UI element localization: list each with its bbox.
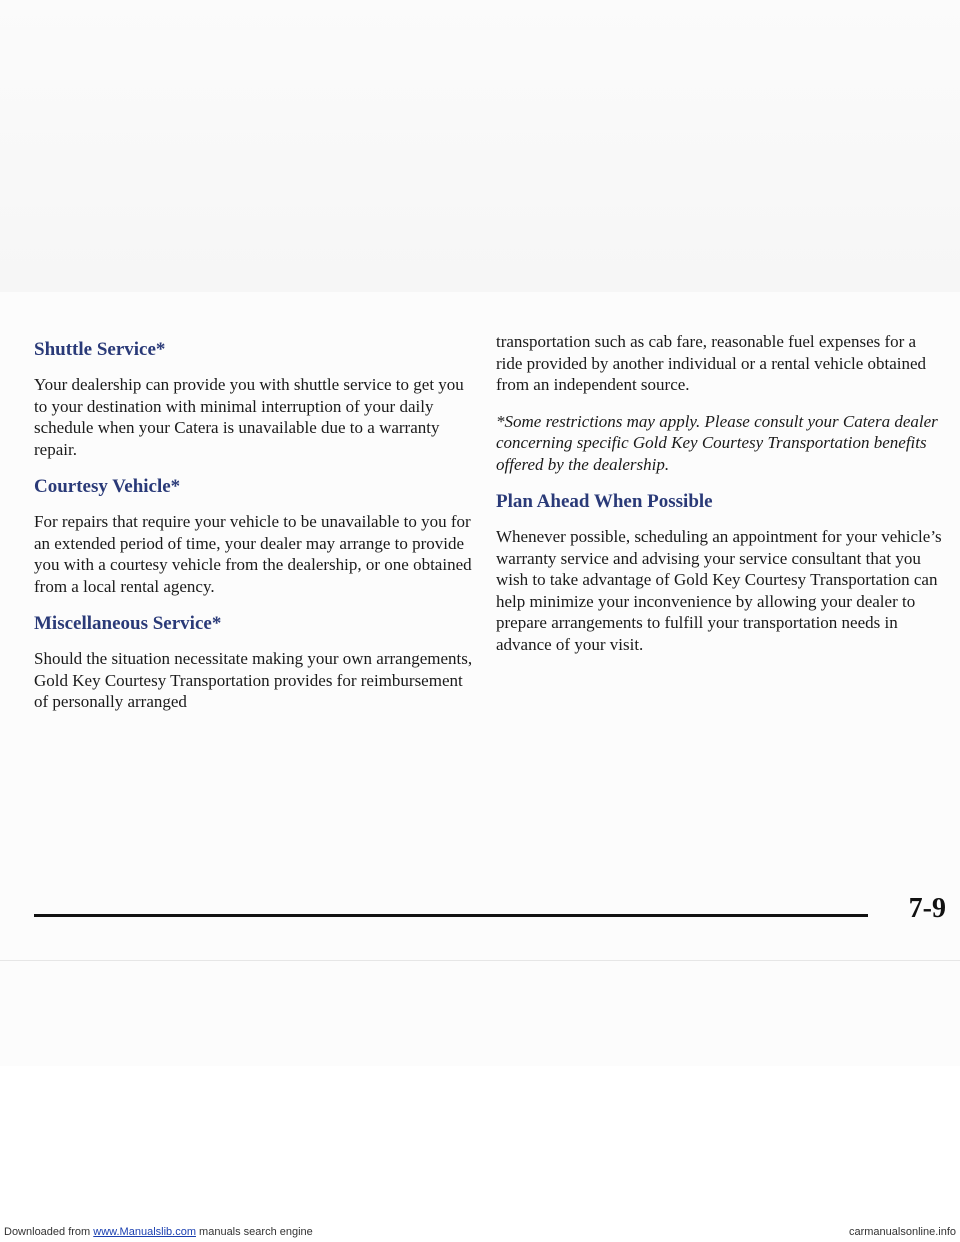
downloaded-from-label: Downloaded from (4, 1226, 91, 1238)
scan-edge-line (0, 960, 960, 961)
download-footer (4, 1226, 313, 1238)
plan-ahead-heading: Plan Ahead When Possible (496, 491, 713, 512)
manualslib-link[interactable]: www.Manualslib.com (93, 1226, 196, 1238)
restrictions-note: *Some restrictions may apply. Please consult your Catera dealer concerning specific Gold Key Courtesy Transportation benefits offered by the dealership. (496, 411, 938, 474)
manuals-search-engine-label: manuals search engine (199, 1226, 313, 1238)
watermark-text: carmanualsonline.info (848, 1226, 956, 1238)
page-footer-rule (34, 914, 868, 917)
scan-margin-bottom (0, 1066, 960, 1242)
courtesy-vehicle-heading: Courtesy Vehicle* (34, 476, 181, 497)
plan-ahead-text: Whenever possible, scheduling an appointment for your vehicle’s warranty service and advising your service consultant that you wish to take advantage of Gold Key Courtesy Transportation can help minimize your inconvenience by allowing your dealer to prepare arrangements to fulfill your transportation needs in advance of your visit. (496, 527, 942, 654)
miscellaneous-service-heading: Miscellaneous Service* (34, 613, 222, 634)
right-column (496, 331, 944, 670)
shuttle-service-text: Your dealership can provide you with shuttle service to get you to your destination with minimal interruption of your daily schedule when your Catera is unavailable due to a warranty repair. (34, 375, 464, 459)
left-column (34, 338, 474, 728)
scan-margin-top (0, 0, 960, 292)
continued-text: transportation such as cab fare, reasonable fuel expenses for a ride provided by another individual or a rental vehicle obtained from an independent source. (496, 332, 927, 394)
page-number: 7-9 (908, 893, 946, 924)
shuttle-service-heading: Shuttle Service* (34, 339, 166, 360)
miscellaneous-service-text: Should the situation necessitate making your own arrangements, Gold Key Courtesy Transportation provides for reimbursement of personally arranged (34, 649, 473, 711)
courtesy-vehicle-text: For repairs that require your vehicle to be unavailable to you for an extended period of time, your dealer may arrange to provide you with a courtesy vehicle from the dealership, or one obtained from a local rental agency. (34, 512, 472, 596)
